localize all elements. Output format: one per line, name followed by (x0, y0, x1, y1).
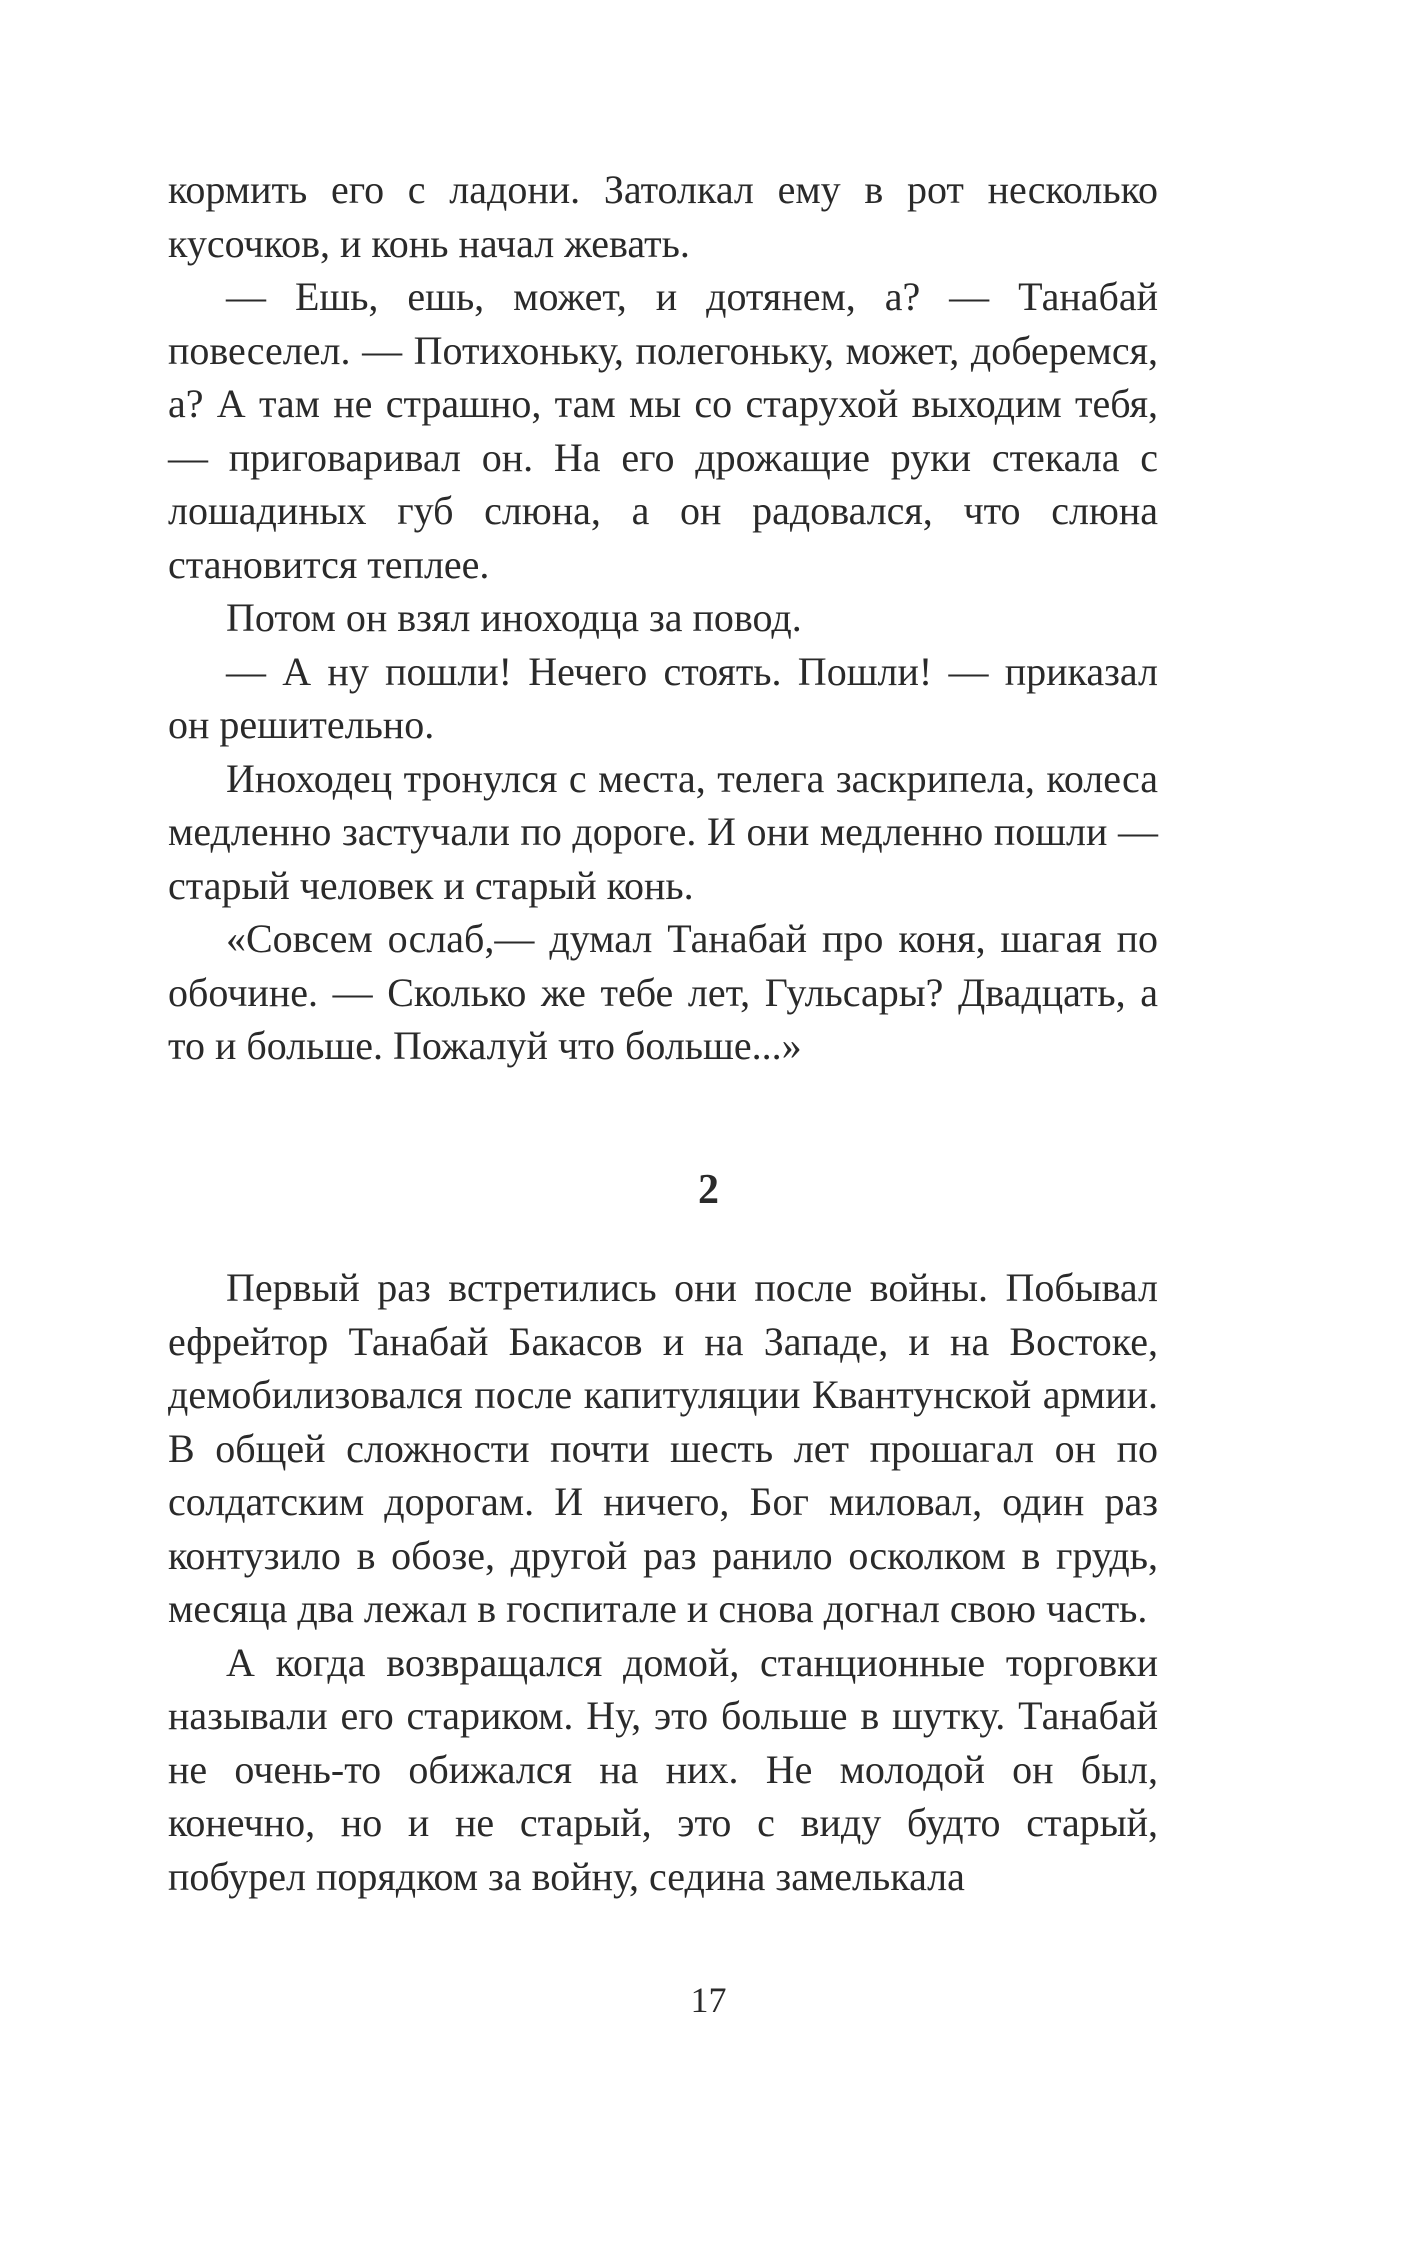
text-section-before-chapter (168, 163, 1158, 1073)
paragraph: Потом он взял иноходца за повод. (226, 595, 802, 640)
paragraph: — А ну пошли! Нечего стоять. Пошли! — приказал он решительно. (168, 648, 1158, 747)
text-section-chapter-two (168, 1261, 1158, 1903)
paragraph: А когда возвращался домой, станционные торговки называли его стариком. Ну, это больше в шутку. Танабай не очень-то обижался на них. Не молодой он был, конечно, но и не старый, это с виду будто старый, побурел порядком за войну, седина замелькала (168, 1639, 1158, 1899)
paragraph: Первый раз встретились они после войны. Побывал ефрейтор Танабай Бакасов и на Западе, и на Востоке, демобилизовался после капитуляции Квантунской армии. В общей сложности почти шесть лет прошагал он по солдатским дорогам. И ничего, Бог миловал, один раз контузило в обозе, другой раз ранило осколком в грудь, месяца два лежал в госпитале и снова догнал свою часть. (168, 1265, 1158, 1631)
paragraph: — Ешь, ешь, может, и дотянем, а? — Танабай повеселел. — Потихоньку, полегоньку, может, доберемся, а? А там не страшно, там мы со старухой выходим тебя, — приговаривал он. На его дрожащие руки стекала с лошадиных губ слюна, а он радовался, что слюна становится теплее. (168, 274, 1158, 587)
page-number: 17 (690, 1980, 727, 2020)
paragraph: «Совсем ослаб,— думал Танабай про коня, шагая по обочине. — Сколько же тебе лет, Гульсары? Двадцать, а то и больше. Пожалуй что больше...» (168, 916, 1158, 1068)
paragraph-continuation: кормить его с ладони. Затолкал ему в рот несколько кусочков, и конь начал жевать. (168, 167, 1158, 266)
paragraph: Иноходец тронулся с места, телега заскрипела, колеса медленно застучали по дороге. И они медленно пошли — старый человек и старый конь. (168, 755, 1158, 908)
chapter-number: 2 (698, 1167, 719, 1213)
